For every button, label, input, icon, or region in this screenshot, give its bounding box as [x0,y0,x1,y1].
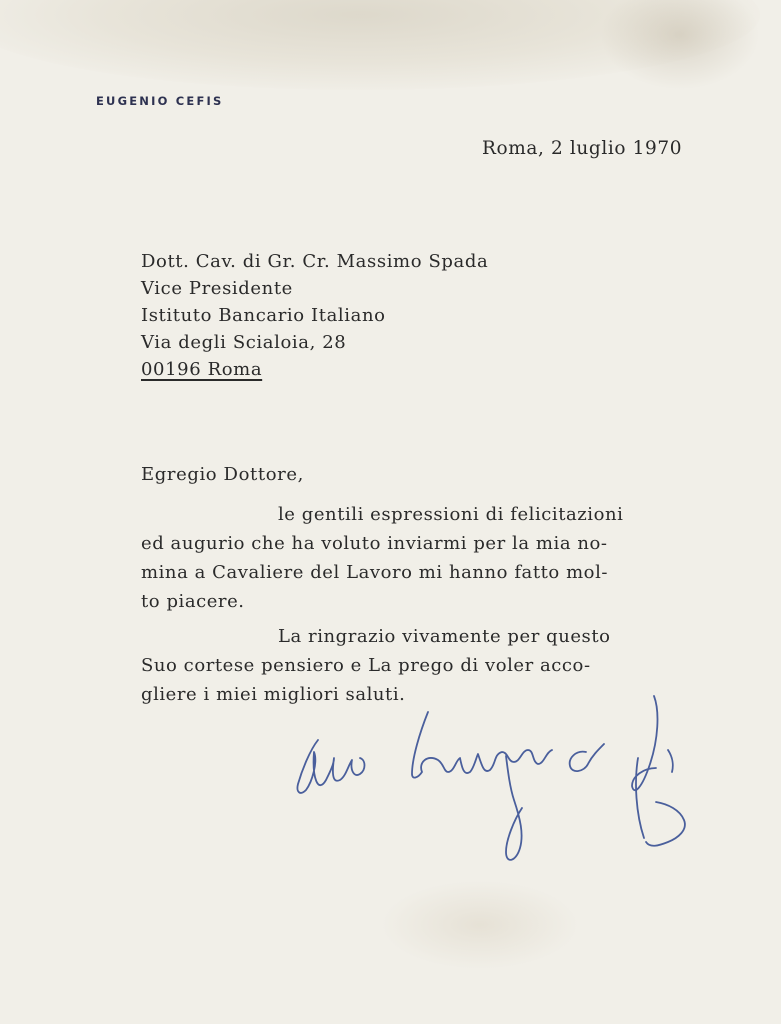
body-line: to piacere. [141,591,245,612]
recipient-title: Vice Presidente [141,278,293,299]
paper-stain-bottom [380,880,580,970]
body-line: mina a Cavaliere del Lavoro mi hanno fatto mol- [141,562,609,583]
salutation: Egregio Dottore, [141,464,304,485]
handwritten-signature [288,692,708,882]
body-line: La ringrazio vivamente per questo [278,626,611,647]
recipient-institution: Istituto Bancario Italiano [141,305,386,326]
recipient-street: Via degli Scialoia, 28 [141,332,347,353]
paper-stain-top [0,0,760,90]
letterhead-name: EUGENIO CEFIS [96,94,224,108]
body-line: Suo cortese pensiero e La prego di voler acco- [141,655,591,676]
date-line: Roma, 2 luglio 1970 [482,138,683,159]
body-line: le gentili espressioni di felicitazioni [278,504,624,525]
recipient-address [141,248,488,383]
paper-stain-right [600,0,760,90]
body-line: gliere i miei migliori saluti. [141,684,406,705]
recipient-name: Dott. Cav. di Gr. Cr. Massimo Spada [141,251,489,272]
recipient-city: 00196 Roma [141,359,263,380]
body-paragraph-1 [141,500,711,616]
body-line: ed augurio che ha voluto inviarmi per la mia no- [141,533,608,554]
